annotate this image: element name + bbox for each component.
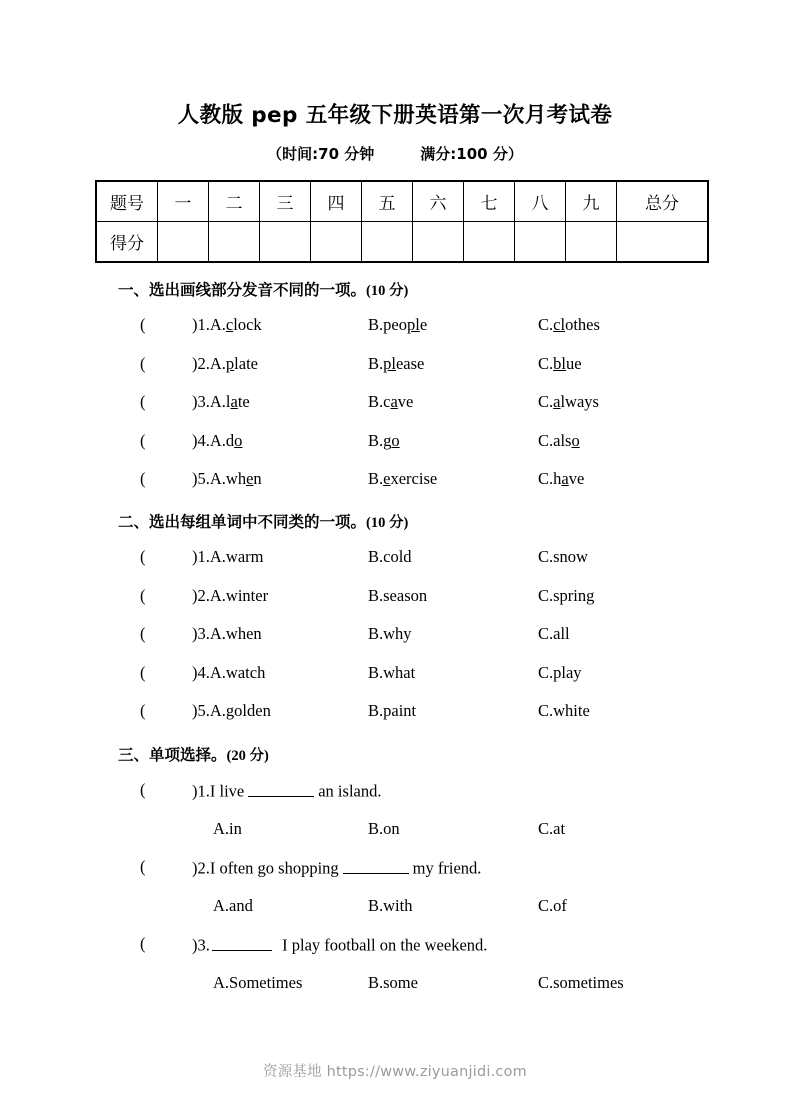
section-one-heading-text: 一、选出画线部分发音不同的一项。: [118, 281, 367, 299]
option-c[interactable]: C.play: [538, 662, 582, 682]
footer-watermark: 资源基地 https://www.ziyuanjidi.com: [263, 1064, 527, 1080]
option-c[interactable]: C.all: [538, 624, 570, 643]
section-three-heading: [118, 743, 790, 765]
score-cell-3[interactable]: [260, 222, 311, 263]
option-b[interactable]: B.what: [368, 662, 416, 682]
score-cell-5[interactable]: [362, 222, 413, 263]
answer-bracket[interactable]: (: [140, 353, 146, 373]
option-b[interactable]: B.on: [368, 818, 400, 838]
section-two-points: (10 分): [366, 515, 409, 531]
question-row: [0, 624, 790, 663]
question-stem: [0, 934, 790, 973]
option-c[interactable]: C.also: [538, 430, 580, 450]
option-b[interactable]: B.some: [368, 972, 418, 992]
option-a[interactable]: A.in: [213, 818, 242, 838]
option-b[interactable]: B.season: [368, 585, 428, 605]
score-cell-2[interactable]: [209, 222, 260, 263]
score-table-wrapper: [95, 180, 695, 263]
section-one-heading: [118, 278, 790, 300]
score-table-score-row: [96, 222, 708, 263]
score-table-row-label-question: 题号: [96, 181, 158, 222]
answer-bracket[interactable]: (: [140, 662, 146, 682]
score-cell-7[interactable]: [464, 222, 515, 263]
option-a[interactable]: )2.A.winter: [192, 585, 269, 605]
score-table-col-2: 二: [209, 181, 260, 222]
score-cell-8[interactable]: [515, 222, 566, 263]
score-table-header-row: [96, 181, 708, 222]
score-table-col-8: 八: [515, 181, 566, 222]
question-stem-text: )1.I live an island.: [192, 781, 382, 801]
answer-blank[interactable]: [248, 780, 314, 797]
question-row: [0, 392, 790, 431]
score-table-col-total: 总分: [617, 181, 709, 222]
section-one-points: (10 分): [366, 283, 409, 299]
answer-bracket[interactable]: (: [140, 701, 146, 720]
question-row: [0, 663, 790, 702]
option-a[interactable]: )5.A.golden: [192, 701, 271, 720]
option-c[interactable]: C.white: [538, 701, 590, 720]
section-two-heading: [118, 510, 790, 532]
option-b[interactable]: B.with: [368, 895, 413, 915]
score-cell-1[interactable]: [158, 222, 209, 263]
option-b[interactable]: B.please: [368, 353, 425, 373]
score-table-col-7: 七: [464, 181, 515, 222]
option-a[interactable]: )1.A.warm: [192, 547, 264, 566]
answer-bracket[interactable]: (: [140, 430, 146, 450]
answer-bracket[interactable]: (: [140, 585, 146, 605]
question-row: [0, 431, 790, 470]
exam-duration: （时间:70 分钟: [267, 145, 375, 163]
section-two-heading-text: 二、选出每组单词中不同类的一项。: [118, 513, 367, 531]
score-cell-4[interactable]: [311, 222, 362, 263]
question-stem-text: )2.I often go shopping my friend.: [192, 858, 482, 878]
section-one: [0, 278, 790, 508]
question-item: [0, 857, 790, 934]
question-row: [0, 547, 790, 586]
section-two: [0, 510, 790, 740]
question-choices: [0, 973, 790, 1012]
question-row: [0, 586, 790, 625]
option-c[interactable]: C.spring: [538, 585, 595, 605]
score-table: [95, 180, 709, 263]
answer-bracket[interactable]: (: [140, 392, 146, 411]
section-three: [0, 743, 790, 1011]
answer-bracket[interactable]: (: [140, 934, 146, 953]
option-a[interactable]: A.and: [213, 895, 253, 915]
option-b[interactable]: B.cave: [368, 392, 414, 411]
question-item: [0, 934, 790, 1011]
question-row: [0, 469, 790, 508]
answer-blank[interactable]: [343, 857, 409, 874]
score-table-col-3: 三: [260, 181, 311, 222]
answer-bracket[interactable]: (: [140, 547, 146, 566]
score-table-col-4: 四: [311, 181, 362, 222]
score-table-col-1: 一: [158, 181, 209, 222]
score-table-col-6: 六: [413, 181, 464, 222]
option-c[interactable]: C.snow: [538, 547, 588, 566]
question-stem-text: )3. I play football on the weekend.: [192, 935, 488, 955]
option-a[interactable]: )3.A.late: [192, 392, 250, 411]
option-c[interactable]: C.have: [538, 469, 585, 488]
option-b[interactable]: B.why: [368, 624, 412, 643]
option-a[interactable]: )5.A.when: [192, 469, 262, 488]
option-a[interactable]: )2.A.plate: [192, 353, 258, 373]
option-a[interactable]: )3.A.when: [192, 624, 262, 643]
score-table-row-label-score: 得分: [96, 222, 158, 263]
score-table-col-9: 九: [566, 181, 617, 222]
answer-bracket[interactable]: (: [140, 857, 146, 876]
score-cell-9[interactable]: [566, 222, 617, 263]
question-choices: [0, 819, 790, 858]
exam-meta: [0, 143, 790, 164]
question-row: [0, 354, 790, 393]
question-choices: [0, 896, 790, 935]
score-cell-total[interactable]: [617, 222, 709, 263]
score-table-col-5: 五: [362, 181, 413, 222]
question-item: [0, 780, 790, 857]
option-c[interactable]: C.blue: [538, 353, 582, 373]
option-c[interactable]: C.always: [538, 392, 599, 411]
option-b[interactable]: B.go: [368, 430, 400, 450]
option-a[interactable]: )1.A.clock: [192, 315, 262, 334]
option-a[interactable]: )4.A.do: [192, 430, 243, 450]
option-c[interactable]: C.at: [538, 818, 566, 838]
option-c[interactable]: C.sometimes: [538, 972, 624, 992]
section-three-points: (20 分): [226, 748, 269, 764]
question-stem: [0, 857, 790, 896]
option-b[interactable]: B.exercise: [368, 469, 438, 488]
option-b[interactable]: B.paint: [368, 701, 417, 720]
question-row: [0, 701, 790, 740]
option-c[interactable]: C.of: [538, 895, 567, 915]
option-a[interactable]: A.Sometimes: [213, 972, 303, 992]
option-c[interactable]: C.clothes: [538, 315, 600, 334]
answer-bracket[interactable]: (: [140, 469, 146, 488]
option-b[interactable]: B.cold: [368, 547, 412, 566]
answer-bracket[interactable]: (: [140, 624, 146, 643]
option-b[interactable]: B.people: [368, 315, 428, 334]
answer-blank[interactable]: [212, 934, 272, 951]
question-stem: [0, 780, 790, 819]
page-title: 人教版 pep 五年级下册英语第一次月考试卷: [177, 103, 613, 128]
score-cell-6[interactable]: [413, 222, 464, 263]
exam-total-score: 满分:100 分）: [420, 145, 523, 163]
answer-bracket[interactable]: (: [140, 315, 146, 334]
question-row: [0, 315, 790, 354]
option-a[interactable]: )4.A.watch: [192, 662, 266, 682]
answer-bracket[interactable]: (: [140, 780, 146, 799]
section-three-heading-text: 三、单项选择。: [118, 746, 227, 764]
